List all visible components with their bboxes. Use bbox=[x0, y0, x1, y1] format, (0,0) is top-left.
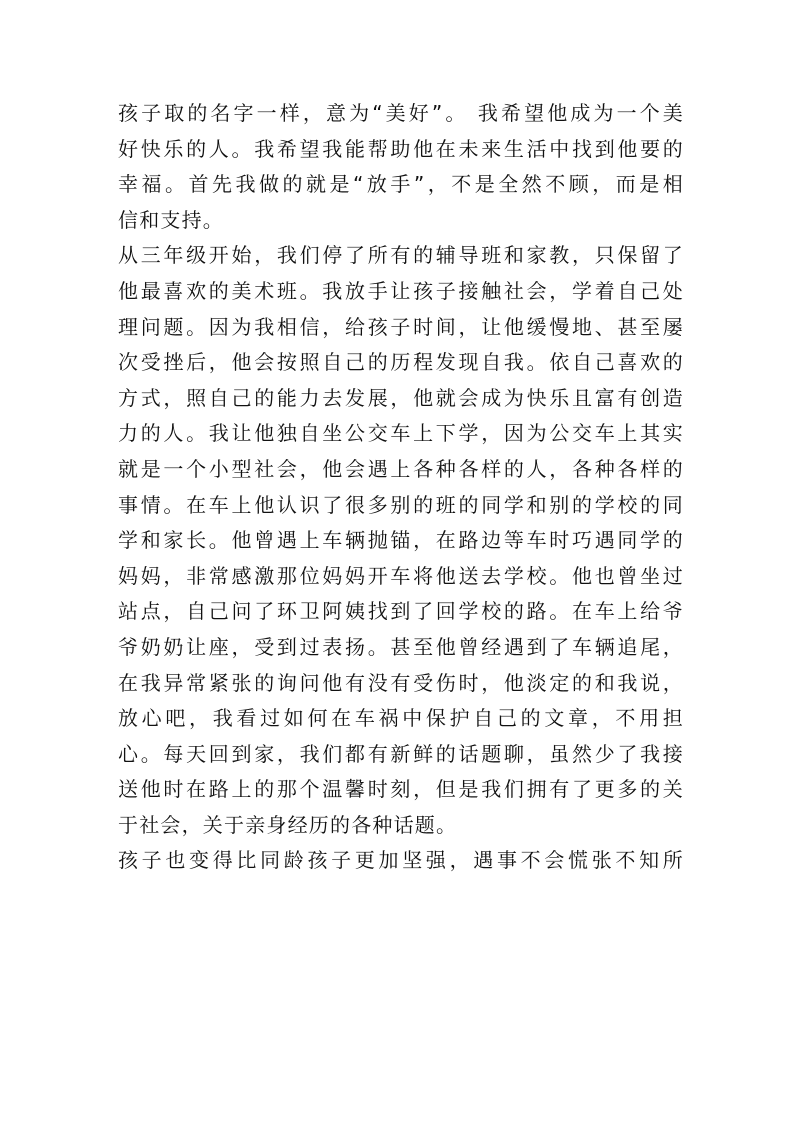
text-line: 放心吧，我看过如何在车祸中保护自己的文章，不用担 bbox=[118, 706, 684, 731]
text-line: 妈妈，非常感激那位妈妈开车将他送去学校。他也曾坐过 bbox=[118, 563, 684, 588]
text-line: 方式，照自己的能力去发展，他就会成为快乐且富有创造 bbox=[118, 385, 684, 410]
text-line: 在我异常紧张的询问他有没有受伤时，他淡定的和我说， bbox=[118, 670, 684, 695]
text-line: 送他时在路上的那个温馨时刻，但是我们拥有了更多的关 bbox=[118, 777, 684, 802]
text-line: 孩子取的名字一样，意为“美好”。 我希望他成为一个美 bbox=[118, 101, 684, 125]
text-line: 于社会，关于亲身经历的各种话题。 bbox=[118, 812, 458, 837]
body-text bbox=[118, 96, 684, 879]
text-line: 爷奶奶让座，受到过表扬。甚至他曾经遇到了车辆追尾， bbox=[118, 634, 684, 659]
text-line: 次受挫后，他会按照自己的历程发现自我。依自己喜欢的 bbox=[118, 350, 684, 375]
text-line: 事情。在车上他认识了很多别的班的同学和别的学校的同 bbox=[118, 492, 684, 517]
text-line: 就是一个小型社会，他会遇上各种各样的人，各种各样的 bbox=[118, 456, 684, 481]
text-line: 从三年级开始，我们停了所有的辅导班和家教，只保留了 bbox=[118, 243, 684, 268]
text-line: 孩子也变得比同龄孩子更加坚强，遇事不会慌张不知所 bbox=[118, 848, 684, 873]
text-line: 信和支持。 bbox=[118, 207, 224, 232]
text-line: 幸福。首先我做的就是“放手”，不是全然不顾，而是相 bbox=[118, 172, 684, 197]
text-line: 心。每天回到家，我们都有新鲜的话题聊，虽然少了我接 bbox=[118, 741, 684, 766]
text-line: 学和家长。他曾遇上车辆抛锚，在路边等车时巧遇同学的 bbox=[118, 528, 684, 553]
text-line: 他最喜欢的美术班。我放手让孩子接触社会，学着自己处 bbox=[118, 278, 684, 303]
text-line: 力的人。我让他独自坐公交车上下学，因为公交车上其实 bbox=[118, 421, 684, 446]
text-line: 理问题。因为我相信，给孩子时间，让他缓慢地、甚至屡 bbox=[118, 314, 684, 339]
text-line: 好快乐的人。我希望我能帮助他在未来生活中找到他要的 bbox=[118, 136, 684, 161]
text-line: 站点，自己问了环卫阿姨找到了回学校的路。在车上给爷 bbox=[118, 599, 684, 624]
